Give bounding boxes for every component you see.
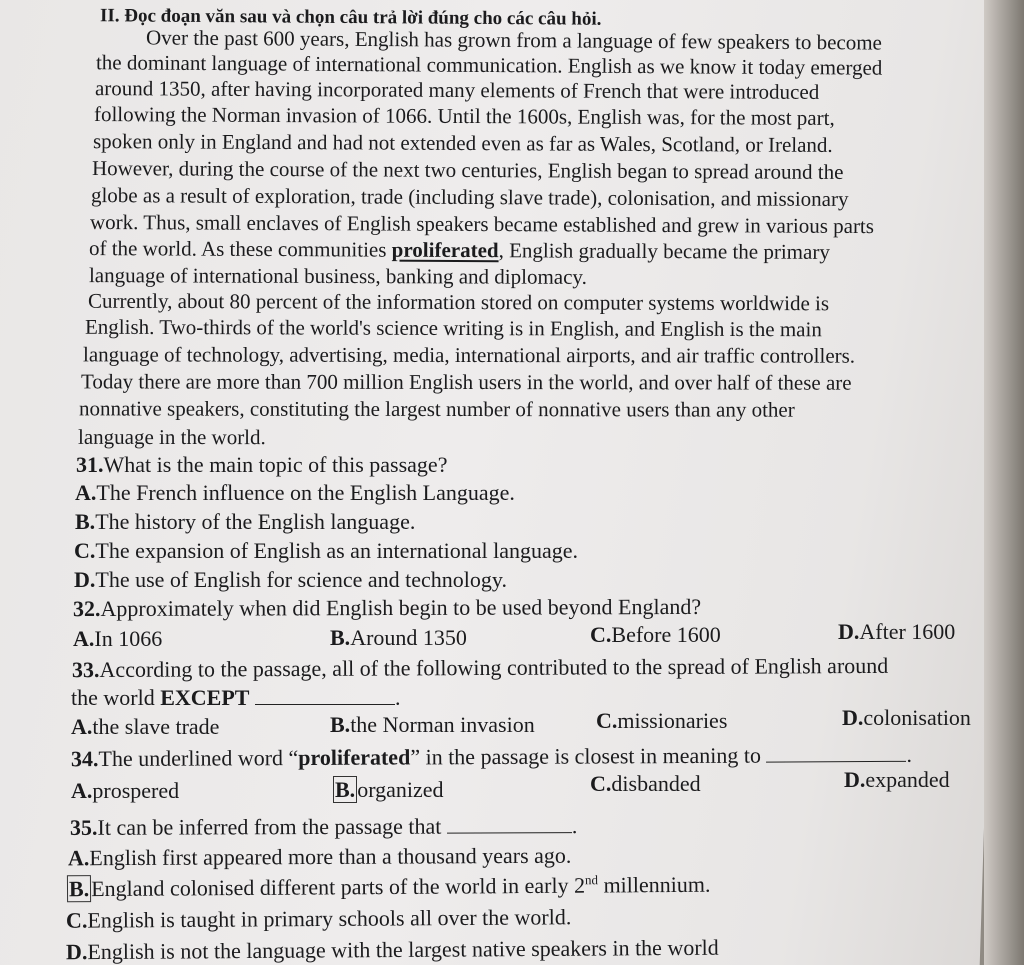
option-text: In 1066 [94, 626, 163, 651]
q34-option-d[interactable] [844, 768, 950, 792]
q32-option-b[interactable] [330, 626, 467, 650]
q34-option-b[interactable] [333, 778, 444, 802]
option-letter: D. [65, 939, 88, 965]
option-text: After 1600 [859, 619, 956, 644]
option-text: English first appeared more than a thousand years ago. [89, 842, 572, 871]
question-number: 31. [76, 452, 104, 477]
option-text: the slave trade [92, 714, 220, 739]
option-text: The history of the English language. [95, 509, 416, 534]
option-text: organized [357, 777, 444, 802]
q33-option-c[interactable] [596, 709, 727, 733]
question-number: 34. [70, 746, 99, 772]
sentence-end: . [571, 813, 578, 839]
question-text: The underlined word “ [98, 745, 299, 772]
q35-option-c[interactable] [66, 905, 571, 933]
option-letter: D. [838, 619, 860, 644]
passage-line-9 [89, 236, 830, 264]
passage-line-3: around 1350, after having incorporated many elements of French that were introduced [94, 76, 820, 104]
option-text: The use of English for science and technology. [95, 567, 507, 592]
option-text: expanded [865, 767, 950, 792]
sentence-end: . [394, 685, 401, 710]
answer-blank[interactable] [767, 761, 907, 763]
option-letter: B. [75, 509, 96, 534]
question-text: According to the passage, all of the following contributed to the spread of English around [99, 652, 889, 682]
passage-p2-line-6: language in the world. [77, 424, 266, 450]
question-text: ” in the passage is closest in meaning to [410, 742, 762, 770]
answer-blank[interactable] [447, 832, 572, 833]
option-letter: A. [67, 845, 90, 871]
option-text: disbanded [611, 771, 701, 796]
question-35 [70, 814, 577, 840]
question-text: It can be inferred from the passage that [97, 813, 442, 840]
passage-line-4: following the Norman invasion of 1066. Until the 1600s, English was, for the most part, [93, 102, 835, 130]
q32-option-c[interactable] [590, 623, 721, 647]
selected-option-letter: B. [67, 875, 91, 902]
target-word: proliferated [298, 744, 411, 771]
question-text: What is the main topic of this passage? [103, 452, 448, 477]
question-text: Approximately when did English begin to be used beyond England? [100, 593, 702, 622]
option-letter: D. [844, 767, 866, 792]
option-letter: C. [590, 771, 612, 796]
option-text: prospered [92, 778, 180, 803]
question-number: 33. [71, 656, 100, 683]
option-letter: D. [74, 567, 96, 592]
passage-line-10: language of international business, banking and diplomacy. [88, 263, 587, 289]
option-text: English is taught in primary schools all over the world. [87, 904, 572, 933]
option-letter: B. [330, 712, 351, 737]
q33-option-b[interactable] [330, 713, 535, 737]
passage-p2-line-1: Currently, about 80 percent of the information stored on computer systems worldwide is [87, 288, 830, 316]
q31-option-d[interactable] [74, 568, 507, 592]
passage-line-9-end: , English gradually became the primary [498, 238, 830, 264]
option-letter: B. [330, 625, 351, 650]
option-letter: A. [75, 480, 97, 505]
underlined-word-proliferated: proliferated [391, 237, 499, 263]
except-word: EXCEPT [160, 685, 250, 710]
option-text: The expansion of English as an international language. [95, 538, 579, 563]
option-text: missionaries [617, 708, 728, 733]
option-text: Around 1350 [350, 625, 467, 650]
option-letter: C. [590, 622, 612, 647]
option-text: millennium. [597, 871, 711, 898]
passage-line-8: work. Thus, small enclaves of English speakers became established and grew in various parts [89, 209, 875, 239]
passage-p2-line-5: nonnative speakers, constituting the largest number of nonnative users than any other [78, 396, 795, 422]
section-heading: II. Đọc đoạn văn sau và chọn câu trả lời đúng cho các câu hỏi. [99, 5, 602, 30]
question-31 [76, 453, 447, 477]
option-letter: C. [74, 538, 96, 563]
q32-option-d[interactable] [838, 620, 955, 644]
passage-line-2: the dominant language of international communication. English as we know it today emerged [95, 50, 883, 80]
option-text: England colonised different parts of the world in early 2 [91, 872, 586, 902]
q33-option-a[interactable] [71, 715, 219, 739]
question-number: 32. [72, 596, 101, 622]
passage-line-5: spoken only in England and had not extended even as far as Wales, Scotland, or Ireland. [92, 129, 833, 157]
option-letter: C. [65, 907, 88, 933]
q31-option-b[interactable] [75, 510, 415, 534]
question-32 [73, 595, 701, 621]
option-letter: C. [596, 708, 618, 733]
passage-p2-line-3: language of technology, advertising, media, international airports, and air traffic controllers. [82, 342, 856, 368]
option-letter: A. [73, 626, 95, 651]
question-34 [71, 743, 912, 771]
option-letter: A. [71, 778, 93, 803]
option-letter: D. [842, 705, 864, 730]
option-text: English is not the language with the largest native speakers in the world [87, 934, 719, 965]
q34-option-c[interactable] [590, 772, 701, 796]
question-33-line-2 [71, 686, 400, 710]
q33-option-d[interactable] [842, 706, 971, 730]
sentence-end: . [906, 741, 913, 767]
passage-line-1: Over the past 600 years, English has grown from a language of few speakers to become [145, 25, 883, 55]
q35-option-b[interactable] [67, 873, 711, 901]
passage-line-7: globe as a result of exploration, trade (including slave trade), colonisation, and missionary [90, 183, 849, 211]
question-number: 35. [69, 814, 98, 840]
q34-option-a[interactable] [71, 779, 179, 803]
q31-option-c[interactable] [74, 539, 578, 563]
option-text: colonisation [863, 705, 971, 730]
question-text: the world [71, 685, 161, 710]
ordinal-suffix: nd [584, 872, 599, 888]
option-text: the Norman invasion [350, 712, 535, 737]
passage-p2-line-4: Today there are more than 700 million English users in the world, and over half of these are [80, 369, 852, 395]
option-text: Before 1600 [611, 622, 721, 647]
question-33 [72, 654, 888, 682]
q31-option-a[interactable] [75, 481, 515, 505]
passage-line-9-start: of the world. As these communities [88, 236, 392, 262]
q35-option-d[interactable] [66, 936, 719, 965]
q35-option-a[interactable] [68, 844, 572, 871]
answer-blank[interactable] [255, 704, 395, 705]
q32-option-a[interactable] [73, 627, 162, 651]
option-text: The French influence on the English Language. [96, 480, 515, 505]
selected-option-letter: B. [335, 777, 356, 802]
option-letter: A. [71, 714, 93, 739]
passage-p2-line-2: English. Two-thirds of the world's science writing is in English, and English is the main [84, 314, 822, 342]
passage-line-6: However, during the course of the next two centuries, English began to spread around the [91, 156, 844, 184]
